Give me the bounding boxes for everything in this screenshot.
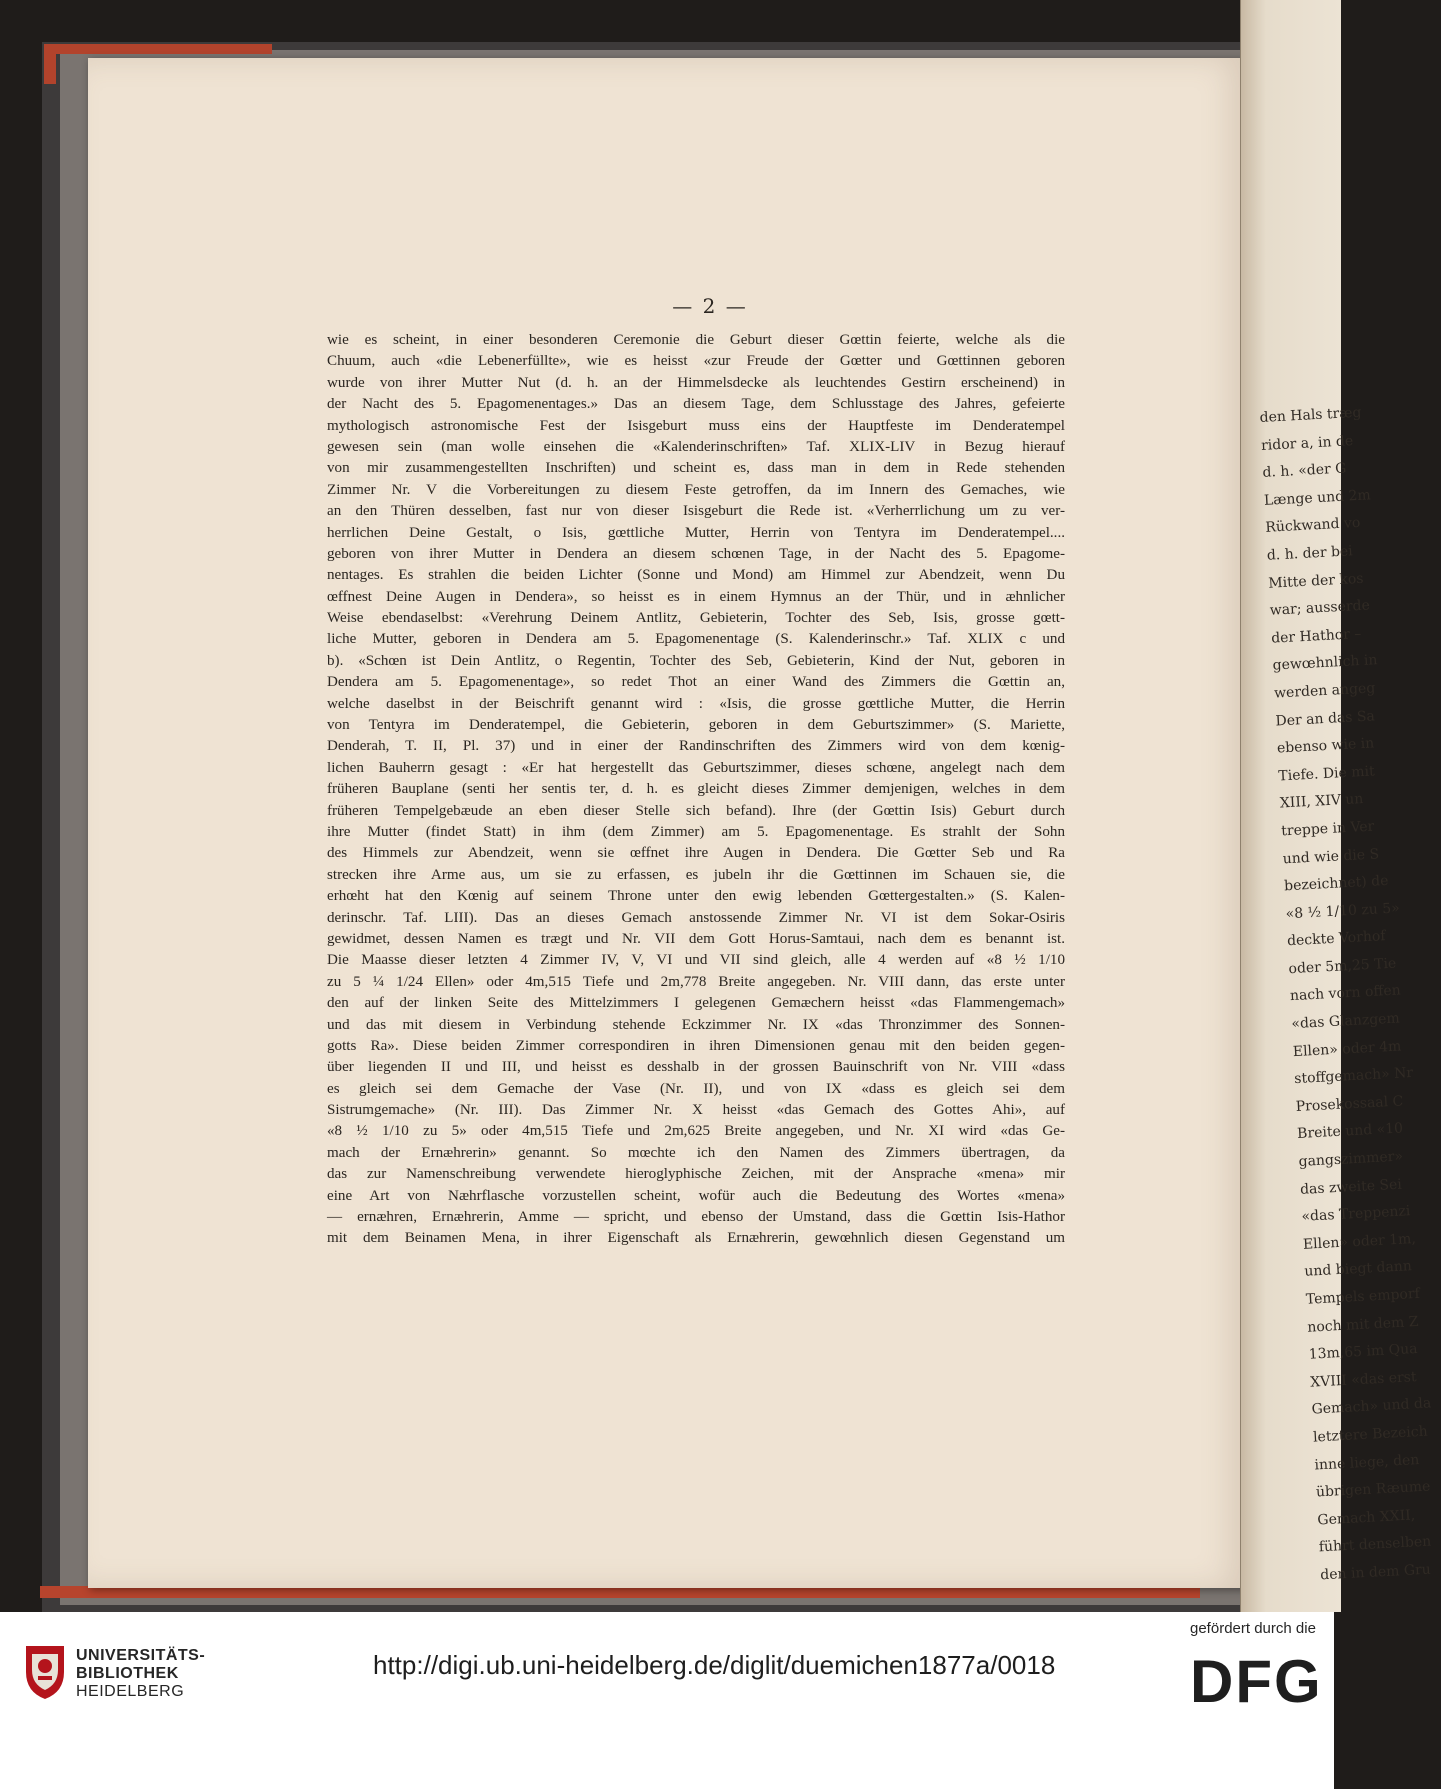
facing-page-line: «das Treppenzi	[1301, 1203, 1411, 1226]
facing-page-line: 13m,65 im Qua	[1308, 1341, 1418, 1363]
page-body-text	[327, 330, 1065, 1250]
facing-page-line: letztere Bezeich	[1312, 1423, 1429, 1446]
text-line: früheren Tempelgebæude an eben dieser Stelle sich befand). Ihre (der Gœttin Isis) Geburt durch	[327, 802, 1065, 819]
facing-page-line: den in dem Gru	[1319, 1561, 1432, 1584]
text-line: liche Mutter, geboren in Dendera am 5. Epagomenentage (S. Kalenderinschr.» Taf. XLIX c und	[327, 631, 1065, 648]
facing-page-line: noch mit dem Z	[1306, 1313, 1419, 1336]
facing-page-line: Prosekossaal C	[1295, 1093, 1404, 1115]
text-line: welche daselbst in der Beischrift genannt wird : «Isis, die grosse gœttliche Mutter, die Herrin	[327, 695, 1065, 712]
facing-page-line: Breite und «10	[1296, 1120, 1404, 1143]
facing-page-line: den Hals træg	[1259, 404, 1362, 426]
text-line: b). «Schœn ist Dein Antlitz, o Regentin, Tochter des Seb, Gebieterin, Kind der Nut, geboren in	[327, 652, 1065, 669]
text-line: mit dem Beinamen Mena, in ihrer Eigenschaft als Ernæhrerin, gewœhnlich diesen Gegenstand um	[327, 1230, 1065, 1247]
text-line: mythologisch astronomische Fest der Isisgeburt muss eins der Hauptfeste im Denderatempel	[327, 417, 1065, 434]
university-name	[76, 1647, 205, 1701]
facing-page-line: ebenso wie in	[1276, 735, 1375, 757]
text-line: strecken ihre Arme aus, um sie zu erfassen, es jubeln ihr die Gœttinnen im Schauen sie, die	[327, 866, 1065, 883]
text-line: Die Maasse dieser letzten 4 Zimmer IV, V, VI und VII sind gleich, alle 4 werden auf «8 ½ 1/10	[327, 952, 1065, 969]
cover-red-edge-left	[44, 44, 56, 84]
text-line: über liegenden II und III, und heisst es desshalb in der grossen Bauinschrift von Nr. VIII «dass	[327, 1059, 1065, 1076]
text-line: das zur Namenschreibung verwendete hieroglyphische Zeichen, mit der Ansprache «mena» mir	[327, 1166, 1065, 1183]
text-line: Weise ebendaselbst: «Verehrung Deinem Antlitz, Gebieterin, Tochter des Seb, Isis, grosse gœtt-	[327, 610, 1065, 627]
text-line: eine Art von Næhrflasche vorzustellen scheint, wofür auch die Bedeutung des Wortes «mena»	[327, 1187, 1065, 1204]
text-line: zu 5 ¼ 1/24 Ellen» oder 4m,515 Tiefe und 2m,778 Breite angegeben. Nr. VIII dann, das erste unter	[327, 973, 1065, 990]
text-line: Zimmer Nr. V die Vorbereitungen zu diesem Feste getroffen, da im Innern des Gemaches, wie	[327, 481, 1065, 498]
text-line: von mir zusammengestellten Inschriften) und scheint es, dass man in dem in Rede stehenden	[327, 460, 1065, 477]
text-line: des Himmels zur Abendzeit, wenn sie œffnet ihre Augen in Dendera. Die Gœtter Seb und Ra	[327, 845, 1065, 862]
text-line: erhœht hat den Kœnig auf seinem Throne unter den ewig lebenden Gœttergestalten.» (S. Kalen-	[327, 888, 1065, 905]
text-line: gewidmet, dessen Namen es trægt und Nr. VII dem Gott Horus-Samtaui, nach dem es benannt ist.	[327, 930, 1065, 947]
facing-page-line: Ellen» oder 1m,	[1302, 1230, 1417, 1253]
facing-page-line: «8 ½ 1/10 zu 5»	[1285, 900, 1401, 922]
text-line: derinschr. Taf. LIII). Das an dieses Gemach anstossende Zimmer Nr. VI ist dem Sokar-Osiris	[327, 909, 1065, 926]
university-seal-icon	[20, 1642, 70, 1702]
facing-page-line: das zweite Sei	[1299, 1176, 1403, 1198]
facing-page-line: nach vorn offen	[1289, 982, 1402, 1005]
facing-page-line: gangszimmer»	[1298, 1148, 1404, 1170]
facing-page-line: d. h. «der G	[1262, 460, 1347, 482]
facing-page-line: Gemach XXII,	[1317, 1507, 1416, 1529]
text-line: wurde von ihrer Mutter Nut (d. h. an der Himmelsdecke als leuchtendes Gestirn erscheinend) in	[327, 374, 1065, 391]
text-line: wie es scheint, in einer besonderen Ceremonie die Geburt dieser Gœttin feierte, welche als die	[327, 332, 1065, 348]
facing-page-line: bezeichnet) de	[1283, 872, 1389, 895]
facing-page-text	[1259, 399, 1431, 1590]
text-line: Dendera am 5. Epagomenentage», so redet Thot an einer Wand des Zimmers die Gœttin an,	[327, 674, 1065, 691]
facing-page-edge	[1240, 0, 1432, 1612]
page-permalink[interactable]: http://digi.ub.uni-heidelberg.de/diglit/duemichen1877a/0018	[373, 1650, 1056, 1680]
university-name-line3: HEIDELBERG	[76, 1683, 185, 1700]
text-line: geboren von ihrer Mutter in Dendera an diesem schœnen Tage, in der Nacht des 5. Epagome-	[327, 545, 1065, 562]
page-number: — 2 —	[672, 294, 748, 318]
facing-page-line: Tempels emporf	[1305, 1285, 1421, 1308]
text-line: den auf der linken Seite des Mittelzimmers I gelegenen Gemæchern heisst «das Flammengemach»	[327, 995, 1065, 1012]
cover-red-edge-top	[52, 44, 272, 54]
facing-page-line: treppe in Ver	[1280, 818, 1375, 840]
text-line: Denderah, T. II, Pl. 37) und in einer der Randinschriften des Zimmers wird von dem kœnig-	[327, 738, 1065, 755]
facing-page-line: oder 5m,25 Tie	[1288, 955, 1397, 978]
facing-page-line: werden angeg	[1273, 680, 1376, 702]
text-line: an den Thüren desselben, fast nur von dieser Isisgeburt die Rede ist. «Verherrlichung um zu ver-	[327, 503, 1065, 520]
facing-page-line: Rückwand vo	[1265, 515, 1361, 537]
facing-page-line: Mitte der kos	[1267, 570, 1364, 592]
facing-page-line: führt denselben	[1318, 1533, 1432, 1556]
university-name-line1: UNIVERSITÄTS-	[76, 1647, 206, 1664]
facing-page-line: ridor a, in de	[1260, 432, 1354, 454]
dfg-logo: DFG	[1190, 1648, 1323, 1715]
text-line: und das mit diesem in Verbindung stehende Eckzimmer Nr. IX «das Thronzimmer des Sonnen-	[327, 1016, 1065, 1033]
facing-page-line: «das Glanzgem	[1291, 1010, 1401, 1033]
facing-page-line: übrigen Ræume	[1315, 1478, 1431, 1501]
text-line: von Tentyra im Denderatempel, die Gebieterin, geboren in dem Geburtszimmer» (S. Mariette,	[327, 717, 1065, 734]
facing-page-line: war; ausserde	[1269, 597, 1371, 619]
facing-page-line: Tiefe. Die mit	[1278, 763, 1376, 785]
facing-page-line: Der an das Sa	[1275, 707, 1376, 730]
text-line: Chuum, auch «die Lebenerfüllte», wie es heisst «zur Freude der Gœtter und Gœttinnen geboren	[327, 353, 1065, 370]
text-line: der Nacht des 5. Epagomenentages.» Das an diesem Tage, dem Schlusstage des Jahres, gefeierte	[327, 396, 1065, 413]
text-line: Sistrumgemache» (Nr. III). Das Zimmer Nr. X heisst «das Gemach des Gottes Ahi», auf	[327, 1102, 1065, 1119]
text-line: ihre Mutter (findet Statt) in ihm (dem Zimmer) am 5. Epagomenentage. Es strahlt der Sohn	[327, 823, 1065, 840]
text-line: es gleich sei dem Gemache der Vase (Nr. II), und von IX «dass es gleich sei dem	[327, 1080, 1065, 1097]
facing-page-line: inne liege, den	[1314, 1451, 1420, 1474]
text-line: œffnest Deine Augen in Dendera», so heisst es in einem Hymnus an der Thür, und in æhnlicher	[327, 588, 1065, 605]
funder-label: gefördert durch die	[1190, 1620, 1316, 1637]
text-line: — ernæhren, Ernæhrerin, Amme — spricht, und ebenso der Umstand, dass die Gœttin Isis-Hathor	[327, 1209, 1065, 1226]
facing-page-line: deckte Vorhof	[1286, 928, 1386, 950]
university-name-line2: BIBLIOTHEK	[76, 1665, 179, 1682]
text-line: lichen Bauherrn gesagt : «Er hat hergestellt das Geburtszimmer, dieses schœne, angelegt nach dem	[327, 759, 1065, 776]
facing-page-line: der Hathor –	[1270, 625, 1362, 647]
facing-page-line: XVIII «das erst	[1309, 1368, 1417, 1391]
text-line: früheren Bauplane (senti her sentis ter, d. h. es gleicht dieses Zimmer demjenigen, welches in dem	[327, 781, 1065, 798]
text-line: «8 ½ 1/10 zu 5» oder 4m,515 Tiefe und 2m,625 Breite angegeben, und Nr. XI wird «das Ge-	[327, 1123, 1065, 1140]
text-line: gotts Ra». Diese beiden Zimmer correspondiren in ihren Dimensionen genau mit den beiden gegen-	[327, 1037, 1065, 1054]
text-line: gewesen sein (man wolle einsehen die «Kalenderinschriften» Taf. XLIX-LIV in Bezug hierauf	[327, 438, 1065, 455]
facing-page-line: d. h. der bei	[1266, 543, 1354, 564]
text-line: herrlichen Deine Gestalt, o Isis, gœttliche Mutter, Herrin von Tentyra im Denderatempel....	[327, 524, 1065, 541]
facing-page-line: Længe und 2m	[1263, 487, 1372, 509]
facing-page-line: und biegt dann	[1304, 1258, 1413, 1281]
text-line: mach der Ernæhrerin» genannt. So mœchte ich den Namen des Zimmers übertragen, da	[327, 1144, 1065, 1161]
text-line: nentages. Es strahlen die beiden Lichter (Sonne und Mond) am Himmel zur Abendzeit, wenn Du	[327, 567, 1065, 584]
facing-page-line: Ellen» oder 4m	[1292, 1038, 1402, 1060]
facing-page-line: stoffgemach» Nr	[1293, 1065, 1414, 1088]
facing-page-line: gewœhnlich in	[1272, 652, 1378, 674]
facing-page-line: Gemach» und da	[1311, 1395, 1432, 1418]
facing-page-line: XIII, XIV un	[1279, 791, 1364, 812]
facing-page-line: und wie die S	[1282, 845, 1380, 867]
